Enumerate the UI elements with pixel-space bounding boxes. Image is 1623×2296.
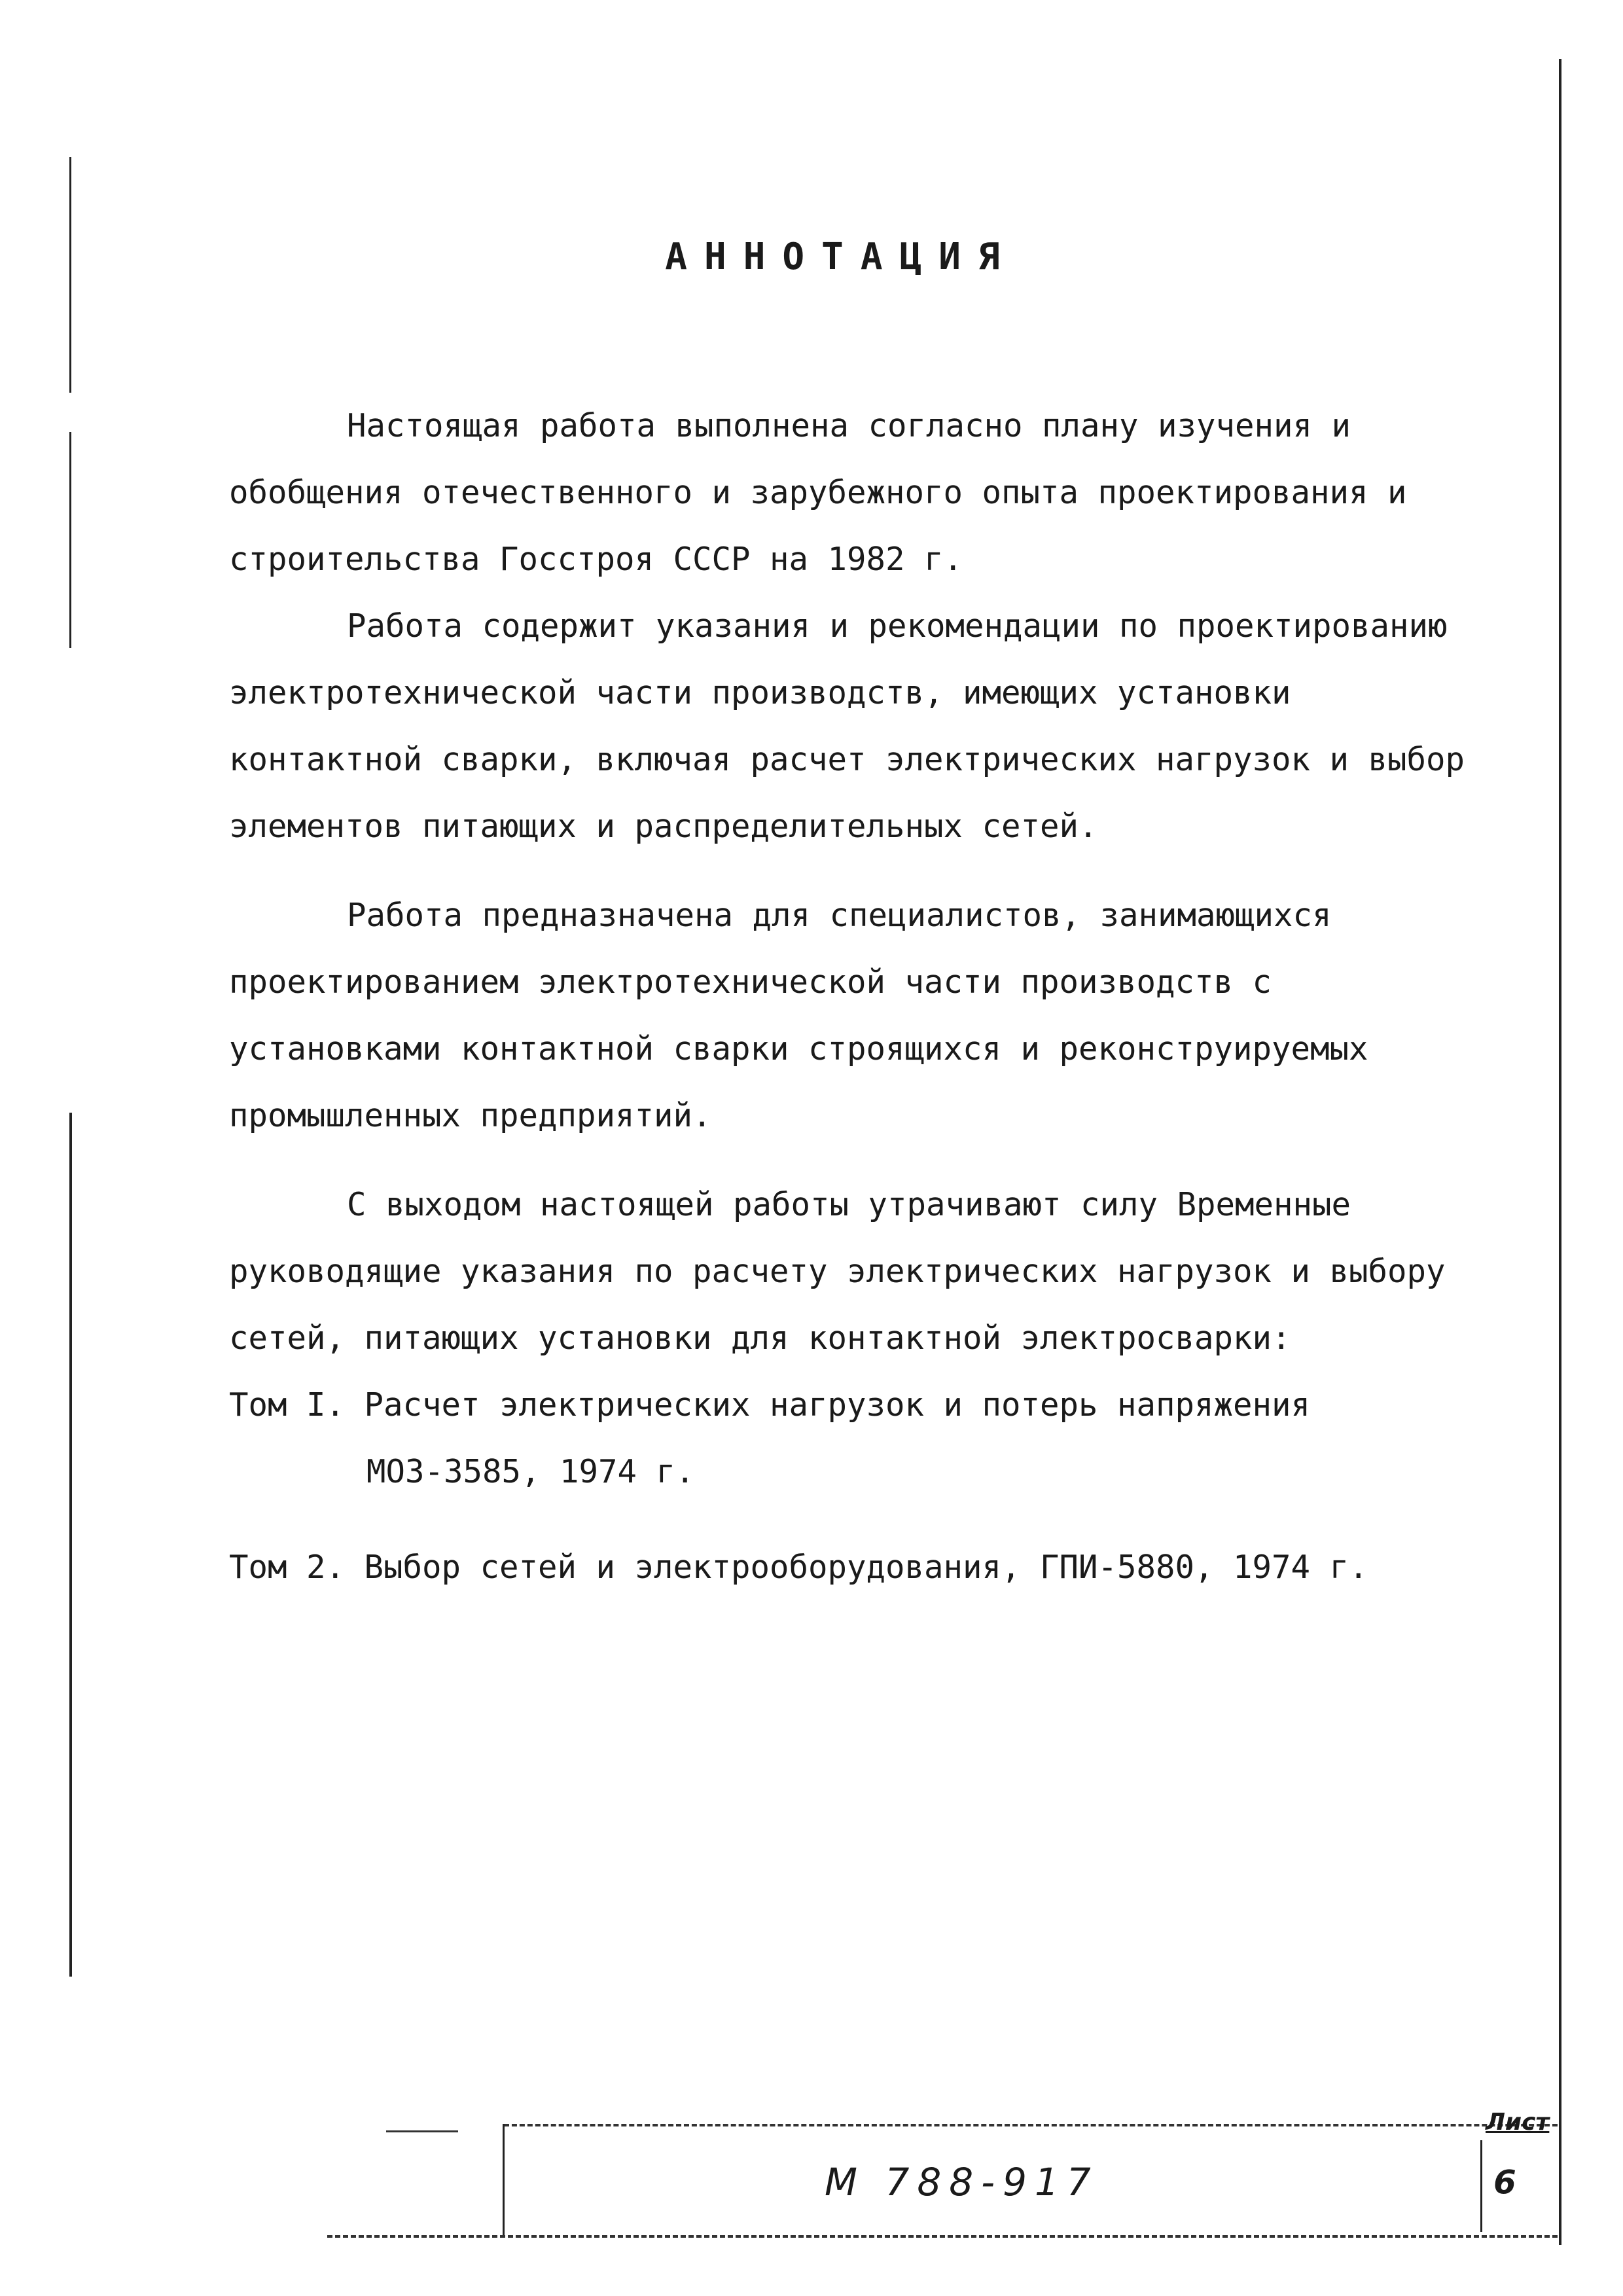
stamp-bottom-rule xyxy=(327,2235,1558,2238)
volume-2 xyxy=(229,1534,1492,1601)
right-margin-rule xyxy=(1559,59,1561,2245)
sheet-number: 6 xyxy=(1493,2163,1516,2201)
sheet-label: Лист xyxy=(1486,2109,1550,2136)
volume-1-title: Расчет электрических нагрузок и потерь напряжения xyxy=(364,1386,1311,1424)
paragraph-superseded: С выходом настоящей работы утрачивают силу Временные руководящие указания по расчету электрических нагрузок и выбору сетей, питающих установки для контактной электросварки: xyxy=(229,1186,1446,1357)
volume-2-title: Выбор сетей и электрооборудования, ГПИ-5880, 1974 г. xyxy=(364,1549,1368,1586)
left-margin-rule xyxy=(69,432,71,648)
stamp-left-rule xyxy=(386,2130,458,2132)
volume-2-label: Том 2. xyxy=(229,1549,346,1586)
paragraph-purpose: Настоящая работа выполнена согласно плану изучения и обобщения отечественного и зарубежного опыта проектирования и строительства Госстроя СССР на 1982 г. xyxy=(229,407,1407,578)
document-title: АННОТАЦИЯ xyxy=(665,236,1017,278)
stamp-sheet-divider xyxy=(1480,2140,1482,2232)
paragraph-contents: Работа содержит указания и рекомендации по проектированию электротехнической части производств, имеющих установки контактной сварки, включая расчет электрических нагрузок и выбор элементов питающих и распределительных сетей. xyxy=(229,607,1465,845)
stamp-left-border xyxy=(503,2124,505,2235)
volume-1-reference: МОЗ-3585, 1974 г. xyxy=(366,1453,695,1490)
left-margin-rule xyxy=(69,1113,72,1977)
document-code: М 788-917 xyxy=(825,2160,1099,2204)
volume-1 xyxy=(229,1372,1492,1439)
annotation-body xyxy=(229,393,1492,1601)
paragraph-audience: Работа предназначена для специалистов, занимающихся проектированием электротехнической части производств с установками контактной сварки строящихся и реконструируемых промышленных предприятий. xyxy=(229,897,1368,1134)
stamp-top-rule xyxy=(504,2124,1558,2126)
volume-1-label: Том I. xyxy=(229,1386,346,1424)
